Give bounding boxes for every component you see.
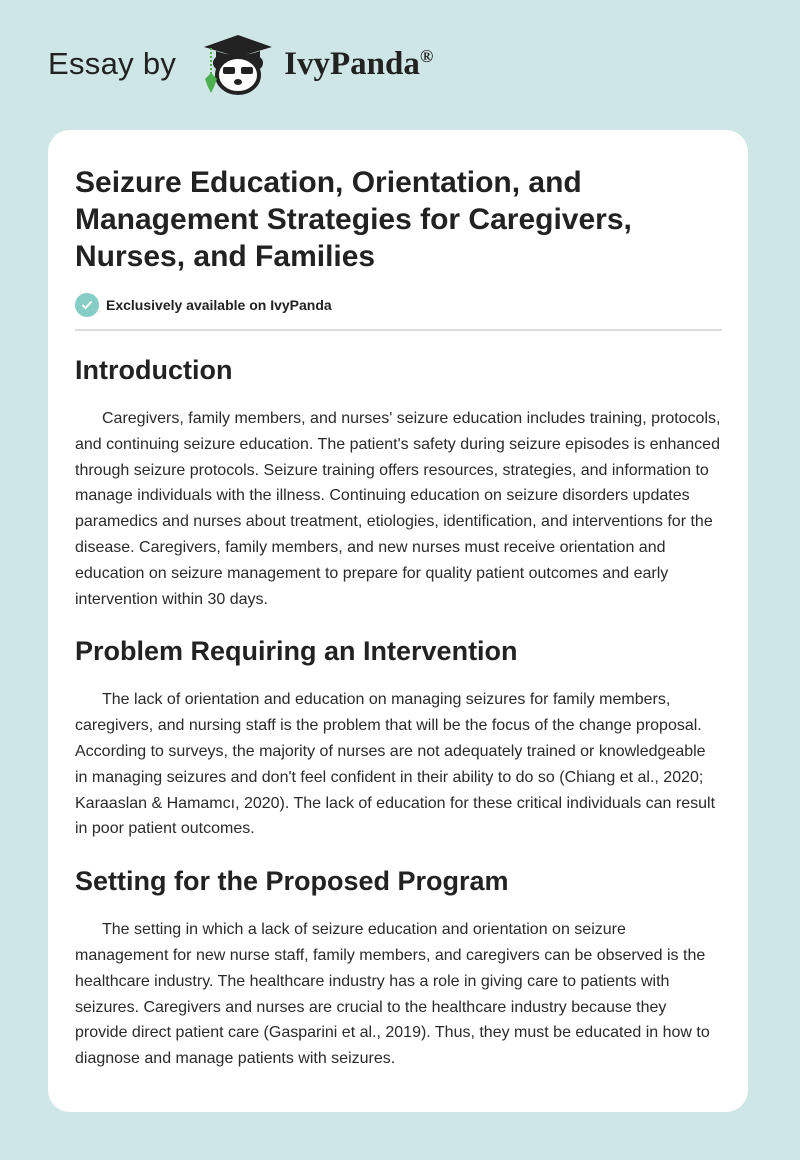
section-paragraph: The lack of orientation and education on managing seizures for family members, caregivers, and nursing staff is the problem that will be the focus of the change proposal. According to surveys, the majority of nurses are not adequately trained or knowledgeable in managing seizures and don't feel confident in their ability to do so (Chiang et al., 2020; Karaaslan & Hamamcı, 2020). The lack of education for these critical individuals can result in poor patient outcomes.	[75, 691, 716, 838]
section-heading: Introduction	[75, 355, 233, 385]
divider	[75, 329, 722, 331]
section-paragraph: The setting in which a lack of seizure education and orientation on seizure management for new nurse staff, family members, and caregivers can be observed is the healthcare industry. The healthcare industry has a role in giving care to patients with seizures. Caregivers and nurses are crucial to the healthcare industry because they provide direct patient care (Gasparini et al., 2019). Thus, they must be educated in how to diagnose and manage patients with seizures.	[75, 921, 710, 1068]
panda-logo-icon	[196, 33, 278, 95]
exclusive-badge	[75, 293, 722, 317]
essay-card	[48, 130, 748, 1112]
header-brand[interactable]	[48, 34, 433, 94]
section-heading: Problem Requiring an Intervention	[75, 636, 518, 667]
essay-by-label: Essay by	[48, 46, 177, 81]
brand-name: IvyPanda®	[284, 45, 434, 82]
check-icon	[75, 293, 99, 317]
exclusive-label: Exclusively available on IvyPanda	[106, 297, 332, 313]
section-heading: Setting for the Proposed Program	[75, 866, 509, 897]
page-title: Seizure Education, Orientation, and Management Strategies for Caregivers, Nurses, and Families	[75, 166, 632, 273]
section-paragraph: Caregivers, family members, and nurses' seizure education includes training, protocols, and continuing seizure education. The patient's safety during seizure episodes is enhanced through seizure protocols. Seizure training offers resources, strategies, and information to manage individuals with the illness. Continuing education on seizure disorders updates paramedics and nurses about treatment, etiologies, identification, and interventions for the disease. Caregivers, family members, and new nurses must receive orientation and education on seizure management to prepare for quality patient outcomes and early intervention within 30 days.	[75, 410, 721, 608]
